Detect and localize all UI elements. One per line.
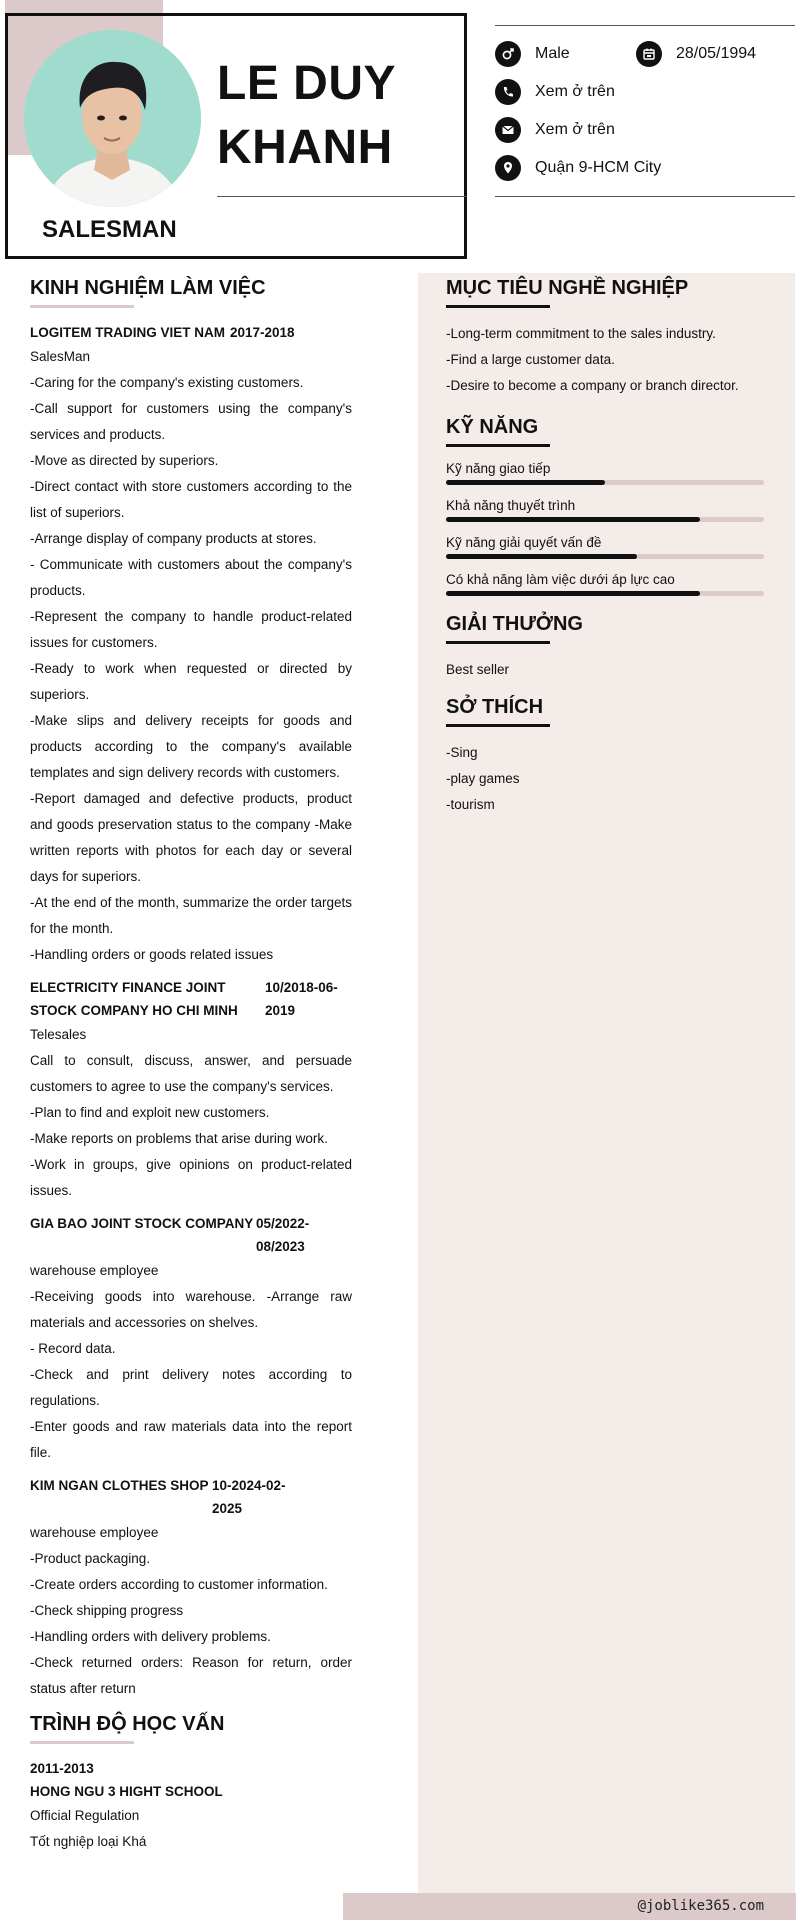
job-duty: -Check shipping progress — [30, 1603, 184, 1618]
job-duty: -Report damaged and defective products, product and goods preservation status to the company -Make written reports with photos for each day or several days for superiors. — [30, 791, 352, 884]
name-line-1: LE DUY — [217, 57, 397, 110]
job-header — [30, 321, 352, 344]
skill-bar-track — [446, 480, 764, 485]
job-duty: -Arrange display of company products at stores. — [30, 531, 317, 546]
job-period: 10-2024-02-2025 — [212, 1478, 286, 1516]
job-position: warehouse employee — [30, 1263, 159, 1278]
contact-address — [495, 155, 661, 181]
objective-title: MỤC TIÊU NGHỀ NGHIỆP — [446, 277, 689, 299]
job-entry — [30, 976, 352, 1204]
awards-title: GIẢI THƯỞNG — [446, 613, 583, 635]
contact-phone — [495, 79, 615, 105]
hobby-line: -tourism — [446, 797, 495, 812]
avatar — [24, 30, 201, 207]
job-duty: -Product packaging. — [30, 1551, 151, 1566]
phone-icon — [495, 79, 521, 105]
job-duty: -Handling orders or goods related issues — [30, 947, 274, 962]
job-duty: -Handling orders with delivery problems. — [30, 1629, 271, 1644]
education-title: TRÌNH ĐỘ HỌC VẤN — [30, 1713, 225, 1735]
job-duty: -Represent the company to handle product-related issues for customers. — [30, 609, 352, 650]
hobby-line: -Sing — [446, 745, 478, 760]
skill-item — [446, 497, 766, 522]
education-school: HONG NGU 3 HIGHT SCHOOL — [30, 1784, 223, 1799]
experience-underline — [30, 305, 134, 308]
objective-line: -Long-term commitment to the sales industry. — [446, 326, 716, 341]
skill-label: Khả năng thuyết trình — [446, 498, 576, 513]
job-duty: -Make slips and delivery receipts for goods and products according to the company's available templates and sign delivery records with customers. — [30, 713, 352, 780]
skill-label: Có khả năng làm việc dưới áp lực cao — [446, 572, 675, 587]
job-title: SALESMAN — [42, 216, 177, 243]
job-duty: -Check and print delivery notes according to regulations. — [30, 1367, 352, 1408]
contact-gender — [495, 41, 570, 67]
job-entry — [30, 1212, 352, 1466]
job-duty: - Communicate with customers about the company's products. — [30, 557, 352, 598]
job-entry — [30, 321, 352, 968]
profile-photo — [24, 30, 201, 207]
gender-value: Male — [535, 45, 570, 62]
experience-title: KINH NGHIỆM LÀM VIỆC — [30, 277, 266, 299]
job-header — [30, 976, 352, 1022]
education-period: 2011-2013 — [30, 1761, 94, 1776]
job-period: 10/2018-06-2019 — [265, 980, 338, 1018]
contact-bottom-divider — [495, 196, 795, 197]
skill-bar-fill — [446, 517, 700, 522]
job-duty: -Caring for the company's existing customers. — [30, 375, 304, 390]
job-duty: -Receiving goods into warehouse. -Arrange raw materials and accessories on shelves. — [30, 1289, 352, 1330]
job-entry — [30, 1474, 352, 1702]
location-icon — [495, 155, 521, 181]
email-value: Xem ở trên — [535, 121, 615, 138]
job-duty: -Enter goods and raw materials data into the report file. — [30, 1419, 352, 1460]
birthday-value: 28/05/1994 — [676, 45, 757, 62]
skill-bar-fill — [446, 591, 700, 596]
skills-underline — [446, 444, 550, 447]
job-header — [30, 1474, 352, 1520]
full-name — [217, 52, 467, 180]
job-company: LOGITEM TRADING VIET NAM — [30, 325, 225, 340]
job-period: 05/2022-08/2023 — [256, 1216, 310, 1254]
skill-label: Kỹ năng giải quyết vấn đề — [446, 535, 602, 550]
job-duty: -Plan to find and exploit new customers. — [30, 1105, 270, 1120]
job-company: KIM NGAN CLOTHES SHOP — [30, 1478, 209, 1493]
contact-top-divider — [495, 25, 795, 26]
mail-icon — [495, 117, 521, 143]
job-period: 2017-2018 — [230, 325, 295, 340]
skill-bar-fill — [446, 480, 605, 485]
skill-item — [446, 534, 766, 559]
objective-line: -Find a large customer data. — [446, 352, 615, 367]
hobbies-title: SỞ THÍCH — [446, 696, 544, 718]
job-position: Telesales — [30, 1027, 87, 1042]
hobbies-underline — [446, 724, 550, 727]
job-duty: -Make reports on problems that arise during work. — [30, 1131, 328, 1146]
skill-bar-track — [446, 591, 764, 596]
job-duty: -Move as directed by superiors. — [30, 453, 219, 468]
job-duty: -Create orders according to customer information. — [30, 1577, 328, 1592]
name-line-2: KHANH — [217, 121, 393, 174]
job-duty: -At the end of the month, summarize the order targets for the month. — [30, 895, 352, 936]
skill-item — [446, 460, 766, 485]
skills-title: KỸ NĂNG — [446, 416, 539, 438]
name-divider — [217, 196, 467, 197]
contact-email — [495, 117, 615, 143]
job-company: ELECTRICITY FINANCE JOINT STOCK COMPANY HO CHI MINH — [30, 980, 238, 1018]
skill-bar-track — [446, 554, 764, 559]
job-duty: - Record data. — [30, 1341, 116, 1356]
education-major: Official Regulation — [30, 1808, 140, 1823]
calendar-icon — [636, 41, 662, 67]
education-grade: Tốt nghiệp loại Khá — [30, 1834, 147, 1849]
skill-label: Kỹ năng giao tiếp — [446, 461, 551, 476]
contact-birthday — [636, 41, 756, 67]
skill-bar-fill — [446, 554, 637, 559]
award-line: Best seller — [446, 662, 510, 677]
job-duty: Call to consult, discuss, answer, and persuade customers to agree to use the company's services. — [30, 1053, 352, 1094]
hobby-line: -play games — [446, 771, 520, 786]
job-duty: -Ready to work when requested or directed by superiors. — [30, 661, 352, 702]
job-company: GIA BAO JOINT STOCK COMPANY — [30, 1216, 254, 1231]
job-duty: -Check returned orders: Reason for return, order status after return — [30, 1655, 352, 1696]
education-underline — [30, 1741, 134, 1744]
job-position: warehouse employee — [30, 1525, 159, 1540]
skill-bar-track — [446, 517, 764, 522]
job-duty: -Call support for customers using the company's services and products. — [30, 401, 352, 442]
job-duty: -Direct contact with store customers according to the list of superiors. — [30, 479, 352, 520]
objective-underline — [446, 305, 550, 308]
job-header — [30, 1212, 352, 1258]
job-duty: -Work in groups, give opinions on product-related issues. — [30, 1157, 352, 1198]
skill-item — [446, 571, 766, 596]
awards-underline — [446, 641, 550, 644]
left-column — [30, 276, 352, 1855]
job-position: SalesMan — [30, 349, 91, 364]
address-value: Quận 9-HCM City — [535, 159, 662, 176]
phone-value: Xem ở trên — [535, 83, 615, 100]
right-column — [446, 276, 766, 818]
footer-watermark: @joblike365.com — [637, 1898, 764, 1914]
gender-icon — [495, 41, 521, 67]
objective-line: -Desire to become a company or branch director. — [446, 378, 739, 393]
